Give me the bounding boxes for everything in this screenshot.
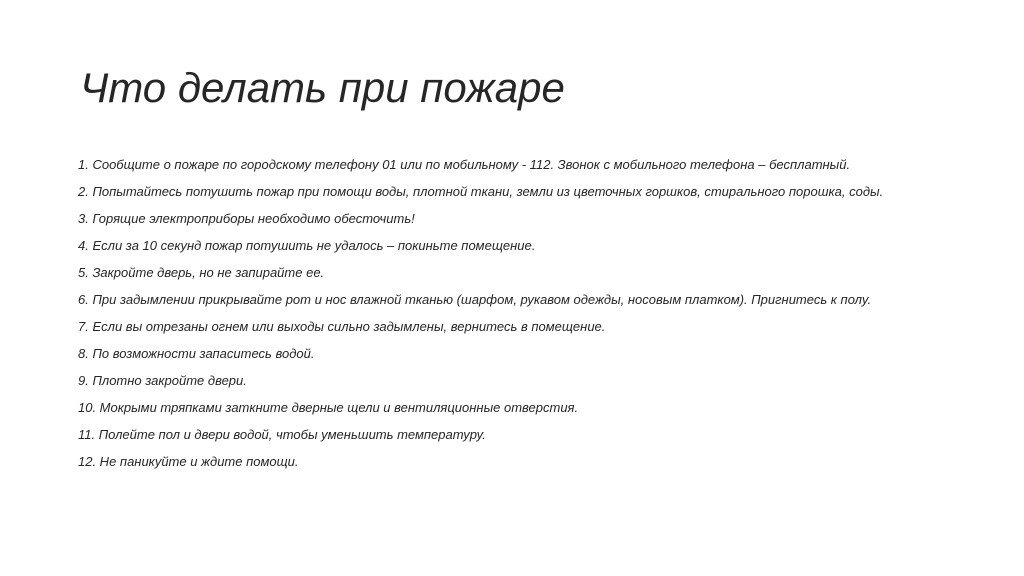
slide-title: Что делать при пожаре	[80, 64, 565, 111]
list-item: 10. Мокрыми тряпками заткните дверные щели и вентиляционные отверстия.	[78, 400, 579, 415]
list-item: 6. При задымлении прикрывайте рот и нос влажной тканью (шарфом, рукавом одежды, носовым платком). Пригнитесь к полу.	[78, 292, 872, 307]
list-item: 1. Сообщите о пожаре по городскому телефону 01 или по мобильному - 112. Звонок с мобильного телефона – бесплатный.	[78, 157, 851, 172]
instruction-list	[78, 156, 958, 480]
list-item: 4. Если за 10 секунд пожар потушить не удалось – покиньте помещение.	[78, 238, 536, 253]
list-item: 11. Полейте пол и двери водой, чтобы уменьшить температуру.	[78, 427, 486, 442]
list-item: 3. Горящие электроприборы необходимо обесточить!	[78, 211, 415, 226]
list-item: 9. Плотно закройте двери.	[78, 373, 247, 388]
list-item: 7. Если вы отрезаны огнем или выходы сильно задымлены, вернитесь в помещение.	[78, 319, 606, 334]
list-item: 2. Попытайтесь потушить пожар при помощи воды, плотной ткани, земли из цветочных горшков, стирального порошка, соды.	[78, 184, 884, 199]
list-item: 5. Закройте дверь, но не запирайте ее.	[78, 265, 325, 280]
list-item: 8. По возможности запаситесь водой.	[78, 346, 315, 361]
list-item: 12. Не паникуйте и ждите помощи.	[78, 454, 299, 469]
